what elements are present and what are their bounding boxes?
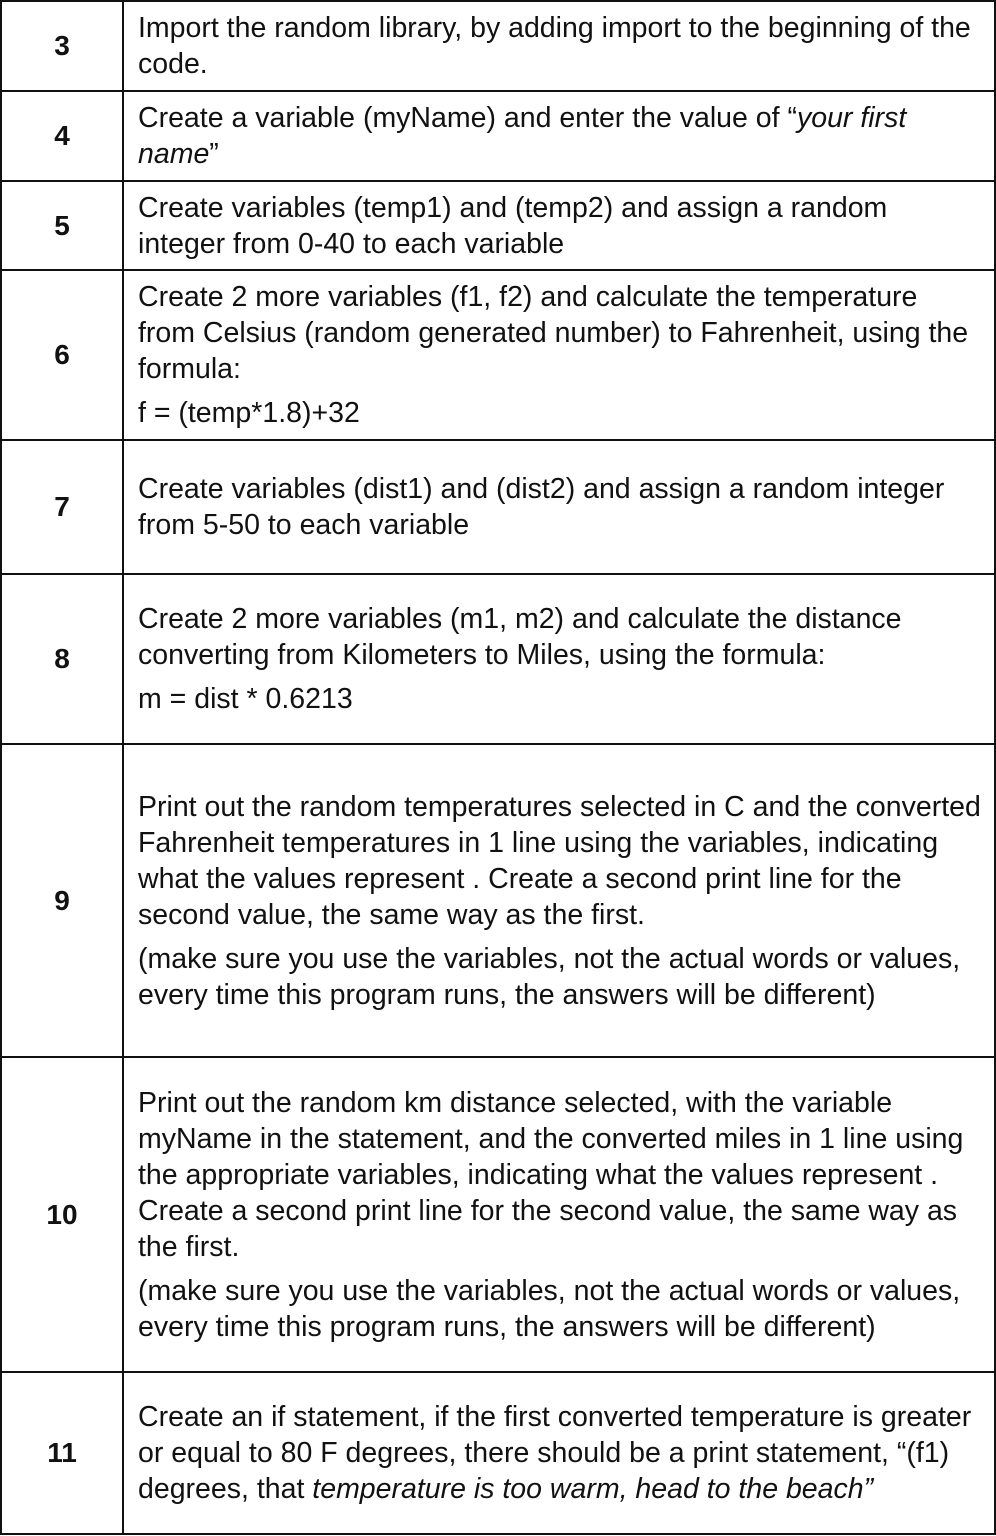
table-row	[1, 744, 995, 1057]
note-text: (make sure you use the variables, not the actual words or values, every time this program runs, the answers will be different)	[138, 1274, 961, 1343]
step-description	[123, 744, 995, 1057]
text-run: Create 2 more variables (m1, m2) and calculate the distance converting from Kilometers to Miles, using the formula:	[138, 603, 902, 671]
text-run: Print out the random temperatures selected in C and the converted Fahrenheit temperatures in 1 line using the variables, indicating what the values represent . Create a second print line for the second value, the same way as the first.	[138, 790, 981, 931]
step-number: 4	[1, 91, 123, 181]
step-description	[123, 181, 995, 270]
table-row	[1, 91, 995, 181]
formula-text: f = (temp*1.8)+32	[138, 397, 360, 429]
step-paragraph	[138, 100, 982, 172]
table-row	[1, 1372, 995, 1534]
text-run: Import the random library, by adding import to the beginning of the code.	[138, 12, 971, 80]
note-text: (make sure you use the variables, not the actual words or values, every time this program runs, the answers will be different)	[138, 942, 961, 1011]
step-paragraph	[138, 1399, 982, 1507]
step-paragraph	[138, 395, 982, 431]
step-description	[123, 91, 995, 181]
step-paragraph	[138, 789, 982, 933]
text-run: Print out the random km distance selected, with the variable myName in the statement, and the converted miles in 1 line using the appropriate variables, indicating what the values represent . Create a second print line for the second value, the same way as the first.	[138, 1086, 964, 1263]
table-row	[1, 1, 995, 91]
step-description	[123, 440, 995, 574]
step-description	[123, 574, 995, 744]
step-description	[123, 270, 995, 440]
step-number: 3	[1, 1, 123, 91]
text-run: ”	[209, 138, 219, 170]
text-run: Create a variable (myName) and enter the value of “	[138, 102, 797, 134]
text-run: Create an if statement, if the first converted temperature is greater or equal to 80 F degrees, there should be a print statement, “(f1) degrees, that	[138, 1401, 972, 1505]
step-description	[123, 1372, 995, 1534]
instructions-table-body	[1, 1, 995, 1534]
step-number: 9	[1, 744, 123, 1057]
step-paragraph	[138, 279, 982, 387]
step-paragraph	[138, 681, 982, 717]
step-number: 5	[1, 181, 123, 270]
step-number: 8	[1, 574, 123, 744]
table-row	[1, 1057, 995, 1372]
table-row	[1, 181, 995, 270]
text-run-italic: your first name	[138, 102, 907, 170]
step-paragraph	[138, 941, 982, 1013]
step-number: 11	[1, 1372, 123, 1534]
step-paragraph	[138, 471, 982, 543]
table-row	[1, 270, 995, 440]
table-row	[1, 574, 995, 744]
step-number: 10	[1, 1057, 123, 1372]
step-paragraph	[138, 1085, 982, 1265]
text-run: Create variables (temp1) and (temp2) and assign a random integer from 0-40 to each variable	[138, 191, 888, 260]
step-paragraph	[138, 601, 982, 673]
step-description	[123, 1057, 995, 1372]
table-row	[1, 440, 995, 574]
step-paragraph	[138, 190, 982, 262]
formula-text: m = dist * 0.6213	[138, 683, 353, 715]
step-description	[123, 1, 995, 91]
text-run: Create 2 more variables (f1, f2) and calculate the temperature from Celsius (random generated number) to Fahrenheit, using the formula:	[138, 281, 969, 385]
text-run: Create variables (dist1) and (dist2) and assign a random integer from 5-50 to each variable	[138, 473, 945, 541]
text-run-italic: temperature is too warm, head to the beach”	[312, 1473, 874, 1505]
step-number: 7	[1, 440, 123, 574]
step-paragraph	[138, 10, 982, 82]
step-number: 6	[1, 270, 123, 440]
step-paragraph	[138, 1273, 982, 1345]
